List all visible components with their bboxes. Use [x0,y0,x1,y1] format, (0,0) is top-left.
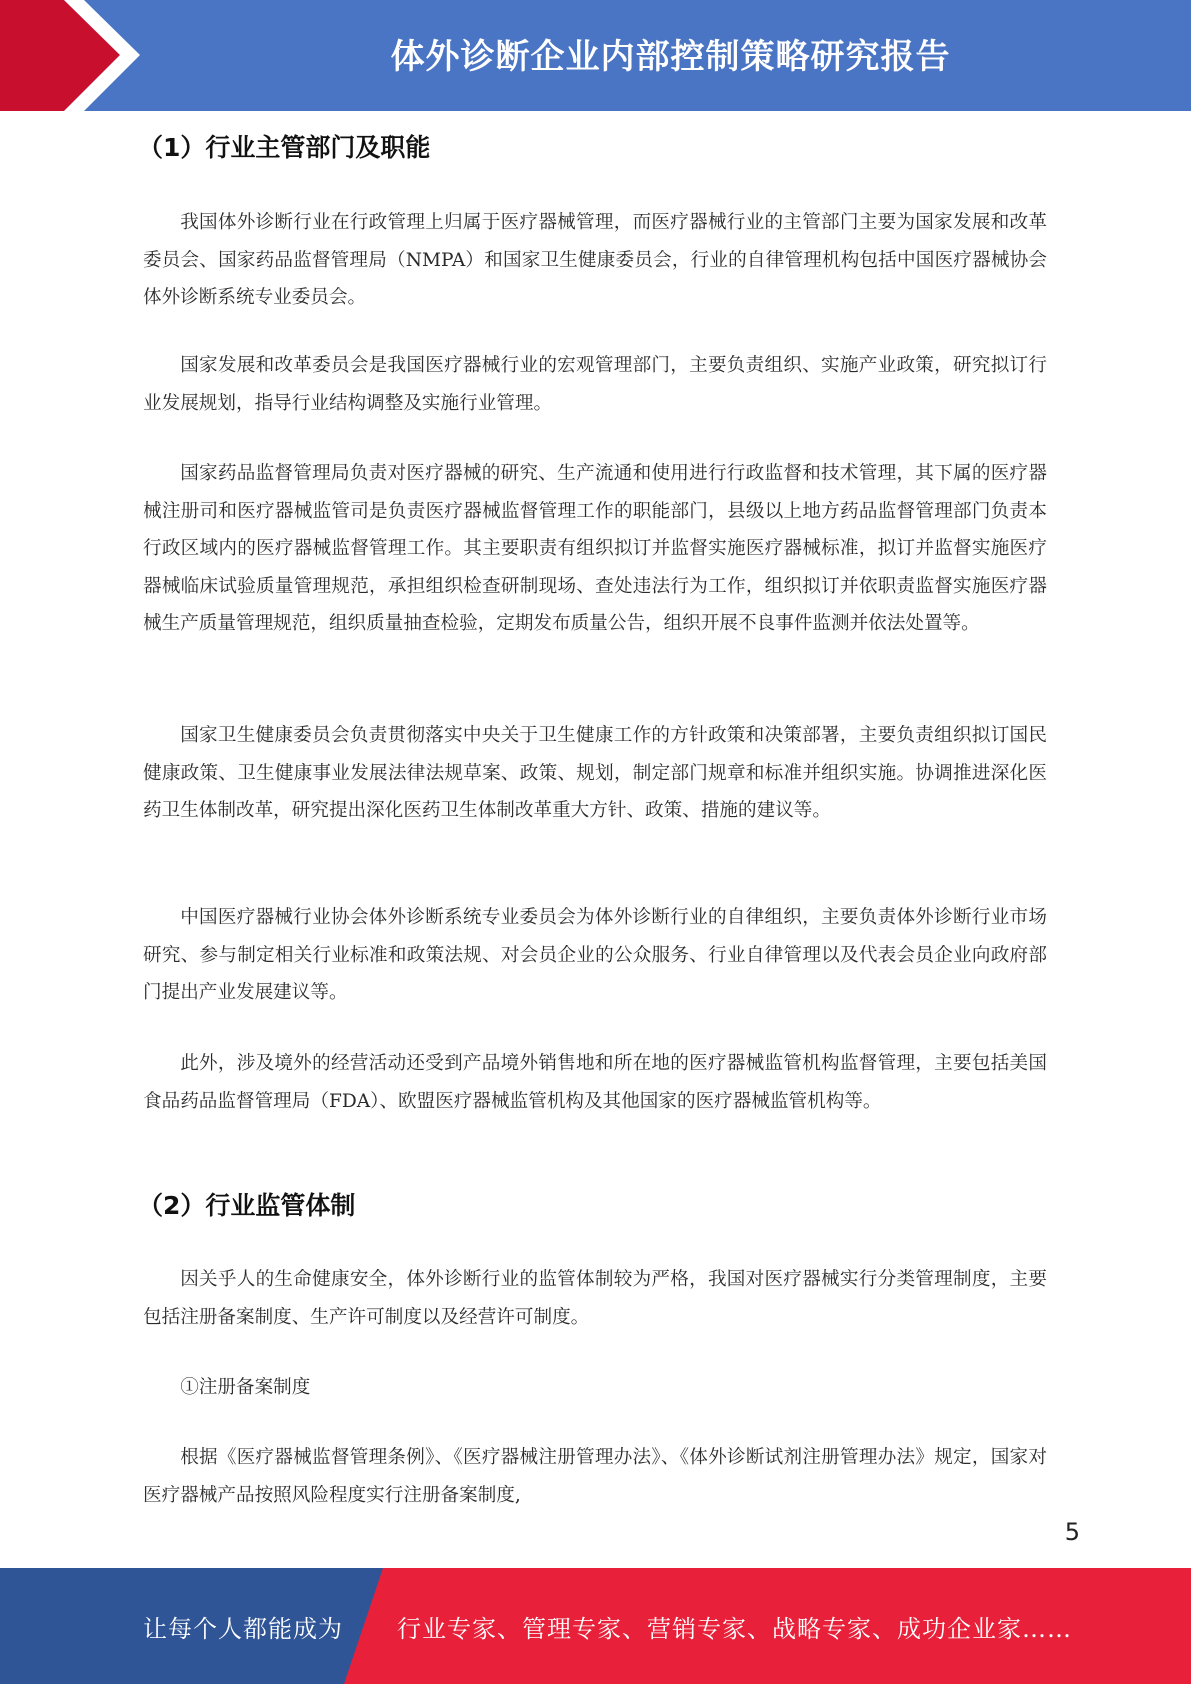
section-heading-1: （1）行业主管部门及职能 [138,133,431,162]
footer-slogan-right: 行业专家、管理专家、营销专家、战略专家、成功企业家…… [397,1614,1072,1643]
paragraph: 根据《医疗器械监督管理条例》、《医疗器械注册管理办法》、《体外诊断试剂注册管理办法》规定，国家对医疗器械产品按照风险程度实行注册备案制度, [143,1447,1047,1506]
paragraph: 国家卫生健康委员会负责贯彻落实中央关于卫生健康工作的方针政策和决策部署，主要负责组织拟订国民健康政策、卫生健康事业发展法律法规草案、政策、规划，制定部门规章和标准并组织实施。协调推进深化医药卫生体制改革，研究提出深化医药卫生体制改革重大方针、政策、措施的建议等。 [143,725,1047,821]
paragraph: 因关乎人的生命健康安全，体外诊断行业的监管体制较为严格，我国对医疗器械实行分类管理制度，主要包括注册备案制度、生产许可制度以及经营许可制度。 [143,1269,1047,1328]
paragraph: 中国医疗器械行业协会体外诊断系统专业委员会为体外诊断行业的自律组织，主要负责体外诊断行业市场研究、参与制定相关行业标准和政策法规、对会员企业的公众服务、行业自律管理以及代表会员企业向政府部门提出产业发展建议等。 [143,907,1047,1003]
red-chevron-decoration [0,0,160,111]
page-number: 5 [1064,1518,1080,1546]
subheading-registration: ①注册备案制度 [180,1377,311,1398]
paragraph: 国家发展和改革委员会是我国医疗器械行业的宏观管理部门，主要负责组织、实施产业政策，研究拟订行业发展规划，指导行业结构调整及实施行业管理。 [143,355,1047,414]
paragraph: 国家药品监督管理局负责对医疗器械的研究、生产流通和使用进行行政监督和技术管理，其下属的医疗器械注册司和医疗器械监管司是负责医疗器械监督管理工作的职能部门，县级以上地方药品监督管理部门负责本行政区域内的医疗器械监督管理工作。其主要职责有组织拟订并监督实施医疗器械标准，拟订并监督实施医疗器械临床试验质量管理规范，承担组织检查研制现场、查处违法行为工作，组织拟订并依职责监督实施医疗器械生产质量管理规范，组织质量抽查检验，定期发布质量公告，组织开展不良事件监测并依法处置等。 [143,463,1047,634]
section-heading-2: （2）行业监管体制 [138,1191,356,1220]
report-title: 体外诊断企业内部控制策略研究报告 [390,36,951,77]
report-footer-band [0,1568,1191,1684]
paragraph: 此外，涉及境外的经营活动还受到产品境外销售地和所在地的医疗器械监管机构监督管理，主要包括美国食品药品监督管理局（FDA）、欧盟医疗器械监管机构及其他国家的医疗器械监管机构等。 [143,1053,1047,1112]
paragraph: 我国体外诊断行业在行政管理上归属于医疗器械管理，而医疗器械行业的主管部门主要为国家发展和改革委员会、国家药品监督管理局（NMPA）和国家卫生健康委员会，行业的自律管理机构包括中国医疗器械协会体外诊断系统专业委员会。 [143,212,1047,308]
report-header-band [0,0,1191,111]
footer-slogan-left: 让每个人都能成为 [143,1614,343,1643]
